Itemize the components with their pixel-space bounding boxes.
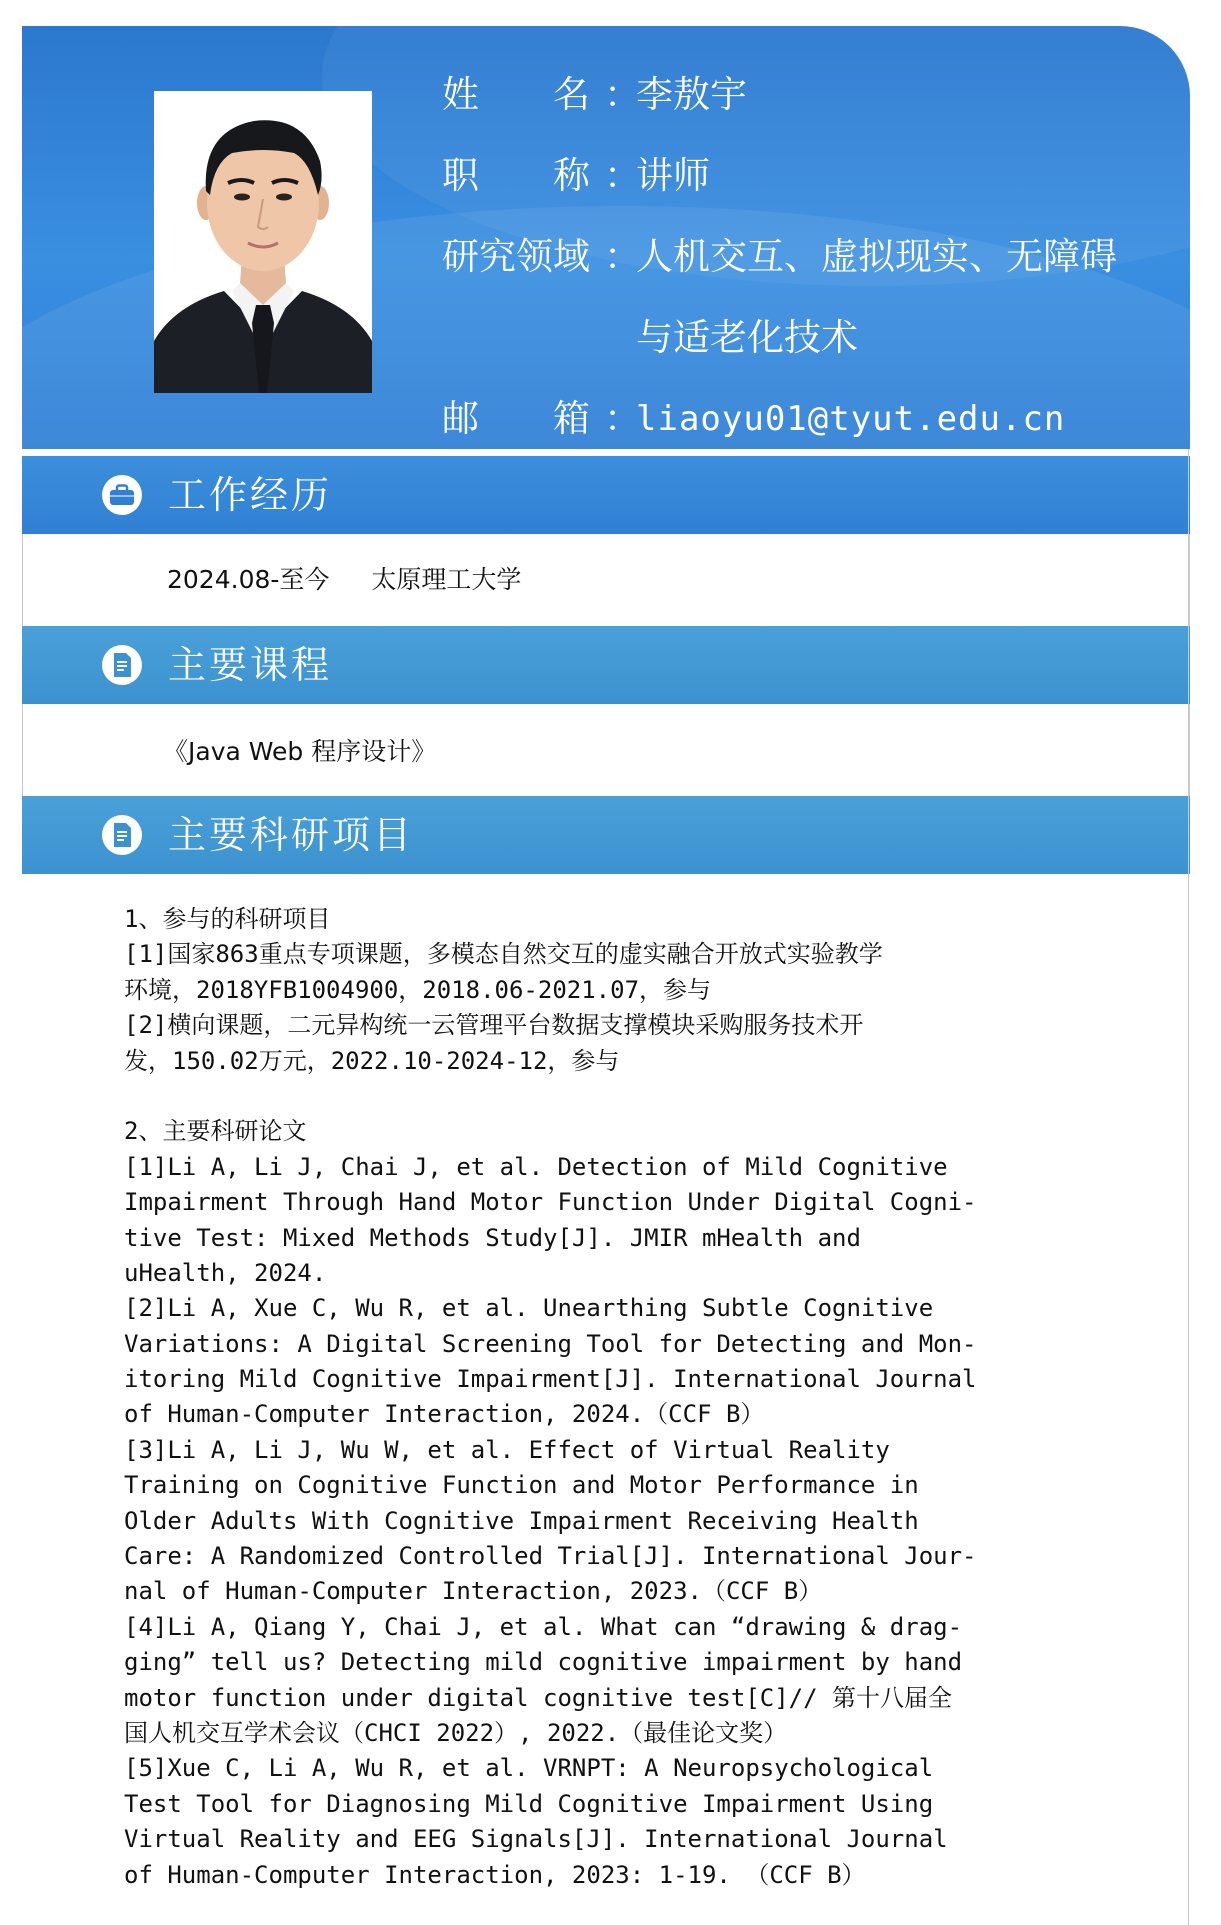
title-colon: ： [604,154,641,197]
work-entry-org: 太原理工大学 [371,565,522,594]
projects-line: 2、主要科研论文 [124,1117,307,1146]
profile-photo [154,91,372,393]
document-icon [102,815,142,855]
paper-line: [2]Li A, Xue C, Wu R, et al. Unearthing Subtle Cognitive [124,1294,934,1323]
document-icon [102,645,142,685]
projects-line: 发，150.02万元，2022.10-2024-12，参与 [124,1046,620,1075]
paper-line: Care: A Randomized Controlled Trial[J]. International Jour- [124,1542,977,1571]
paper-line: [5]Xue C, Li A, Wu R, et al. VRNPT: A Neuropsychological [124,1754,934,1783]
name-label: 姓 名 [442,73,590,116]
paper-line: nal of Human‑Computer Interaction, 2023.（CCF B） [124,1577,823,1606]
paper-line: [1]Li A, Li J, Chai J, et al. Detection of Mild Cognitive [124,1152,948,1181]
paper-line: [3]Li A, Li J, Wu W, et al. Effect of Virtual Reality [124,1435,890,1464]
paper-line: motor function under digital cognitive test[C]// 第十八届全 [124,1683,953,1712]
title-value: 讲师 [636,154,710,197]
paper-line: itoring Mild Cognitive Impairment[J]. International Journal [124,1365,977,1394]
name-colon: ： [604,73,641,116]
section-projects-header [22,796,1190,874]
section-work-header [22,456,1190,534]
paper-line: Test Tool for Diagnosing Mild Cognitive Impairment Using [124,1789,934,1818]
paper-line: Training on Cognitive Function and Motor Performance in [124,1471,919,1500]
paper-line: of Human‑Computer Interaction, 2024.（CCF B） [124,1400,765,1429]
paper-line: Older Adults With Cognitive Impairment Receiving Health [124,1506,919,1535]
projects-line: 环境，2018YFB1004900，2018.06-2021.07，参与 [124,975,712,1004]
section-work-title: 工作经历 [168,473,333,517]
research-value-line2: 与适老化技术 [636,316,858,359]
research-label: 研究领域 [442,235,590,278]
work-entry-period: 2024.08-至今 [167,565,330,594]
paper-line: 国人机交互学术会议（CHCI 2022）, 2022.（最佳论文奖） [124,1718,788,1747]
paper-line: tive Test: Mixed Methods Study[J]. JMIR mHealth and [124,1223,861,1252]
paper-line: ging” tell us? Detecting mild cognitive impairment by hand [124,1648,963,1677]
course-entry: 《Java Web 程序设计》 [163,737,437,766]
portrait-image [154,91,372,393]
title-label: 职 称 [442,154,590,197]
email-label: 邮 箱 [442,397,590,440]
profile-header [22,26,1190,449]
email-colon: ： [604,397,641,440]
paper-line: [4]Li A, Qiang Y, Chai J, et al. What can “drawing & drag- [124,1612,963,1641]
page-border-right [1188,449,1189,1925]
paper-line: Virtual Reality and EEG Signals[J]. International Journal [124,1825,948,1854]
section-courses-content [22,704,1190,797]
paper-line: Variations: A Digital Screening Tool for Detecting and Mon- [124,1329,977,1358]
projects-line: [1]国家863重点专项课题，多模态自然交互的虚实融合开放式实验教学 [124,940,883,969]
section-courses-title: 主要课程 [168,643,333,687]
research-value-line1: 人机交互、虚拟现实、无障碍 [636,235,1117,278]
section-courses-header [22,626,1190,704]
section-projects-title: 主要科研项目 [168,813,415,857]
research-colon: ： [604,235,641,278]
email-value: liaoyu01@tyut.edu.cn [636,399,1066,439]
name-value: 李敖宇 [636,73,747,116]
work-entry [167,564,521,596]
projects-line: 1、参与的科研项目 [124,905,331,933]
section-work-content [22,534,1190,627]
paper-line: Impairment Through Hand Motor Function Under Digital Cogni- [124,1188,977,1217]
projects-line: [2]横向课题，二元异构统一云管理平台数据支撑模块采购服务技术开 [124,1011,864,1040]
paper-line: uHealth, 2024. [124,1258,327,1287]
projects-body [124,902,1124,1893]
paper-line: of Human‑Computer Interaction, 2023: 1-19. （CCF B） [124,1860,866,1889]
projects-line [124,1079,1124,1114]
briefcase-icon [102,475,142,515]
